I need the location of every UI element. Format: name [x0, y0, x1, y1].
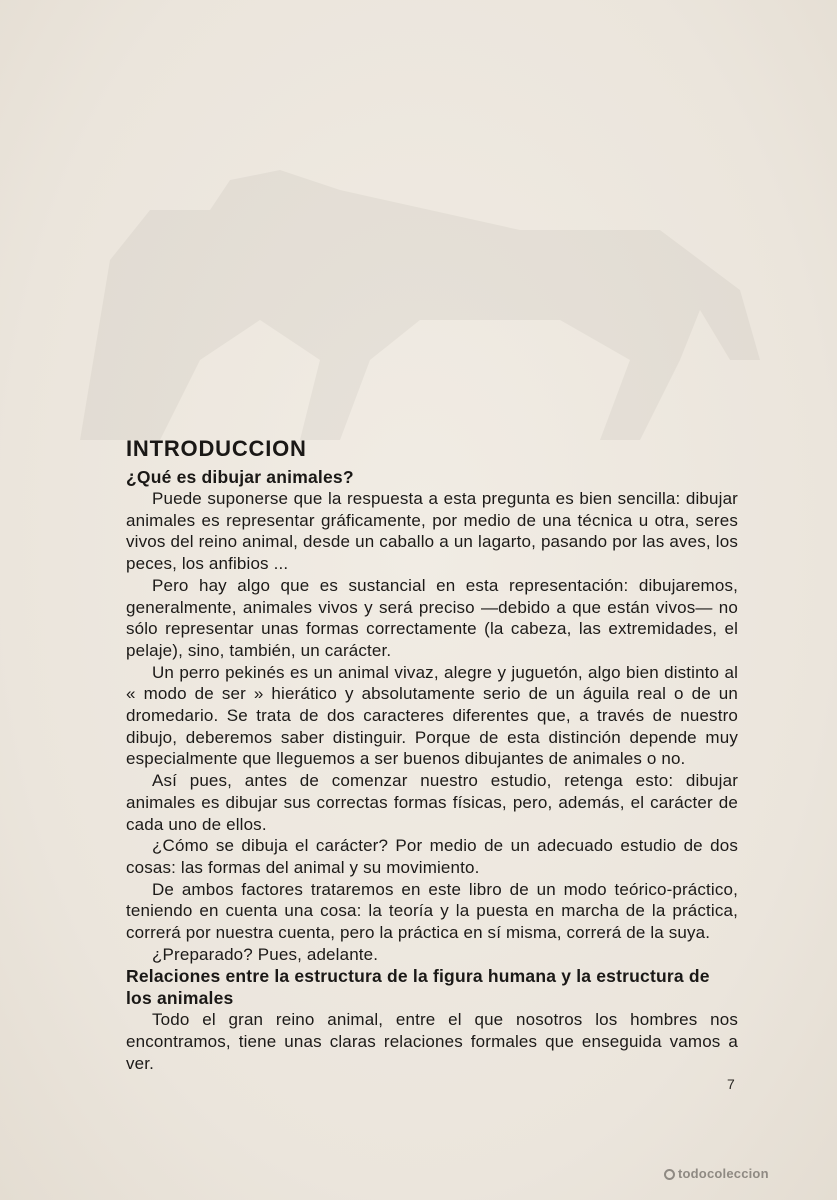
watermark-text: todocoleccion — [678, 1166, 769, 1181]
paragraph: Puede suponerse que la respuesta a esta pregunta es bien sencilla: dibujar animales es representar gráficamente, por medio de una técnica u otra, seres vivos del reino animal, desde un caballo a un lagarto, pasando por las aves, los peces, los anfibios ... — [126, 489, 738, 574]
paragraph: Todo el gran reino animal, entre el que nosotros los hombres nos encontramos, tiene unas claras relaciones formales que enseguida vamos a ver. — [126, 1010, 738, 1073]
section-title: INTRODUCCION — [126, 436, 307, 461]
paragraph: De ambos factores trataremos en este libro de un modo teórico-práctico, teniendo en cuenta una cosa: la teoría y la puesta en marcha de la práctica, correrá por nuestra cuenta, pero la práctica en sí misma, correrá de la suya. — [126, 879, 738, 943]
paragraph: ¿Cómo se dibuja el carácter? Por medio de un adecuado estudio de dos cosas: las formas del animal y su movimiento. — [126, 836, 738, 877]
paragraph: Pero hay algo que es sustancial en esta representación: dibujaremos, generalmente, animales vivos y será preciso —debido a que están vivos— no sólo representar unas formas correctamente (la cabeza, las extremidades, el pelaje), sino, también, un carácter. — [126, 575, 738, 660]
subtitle-what-is-drawing-animals: ¿Qué es dibujar animales? — [126, 467, 354, 487]
watermark-logo-icon — [664, 1169, 675, 1180]
text-block — [126, 432, 738, 1075]
paragraph: Así pues, antes de comenzar nuestro estudio, retenga esto: dibujar animales es dibujar sus correctas formas físicas, pero, además, el carácter de cada uno de ellos. — [126, 771, 738, 834]
subtitle-human-animal-structure: Relaciones entre la estructura de la figura humana y la estructura de los animales — [126, 966, 710, 1009]
paragraph: ¿Preparado? Pues, adelante. — [152, 944, 379, 964]
watermark — [664, 1166, 769, 1181]
page-number: 7 — [727, 1076, 735, 1092]
show-through-animal-silhouette — [40, 60, 800, 480]
paragraph: Un perro pekinés es un animal vivaz, alegre y juguetón, algo bien distinto al « modo de ser » hierático y absolutamente serio de un águila real o de un dromedario. Se trata de dos caracteres diferentes que, a través de nuestro dibujo, deberemos saber distinguir. Porque de esta distinción depende muy especialmente que lleguemos a ser buenos dibujantes de animales o no. — [126, 662, 738, 769]
